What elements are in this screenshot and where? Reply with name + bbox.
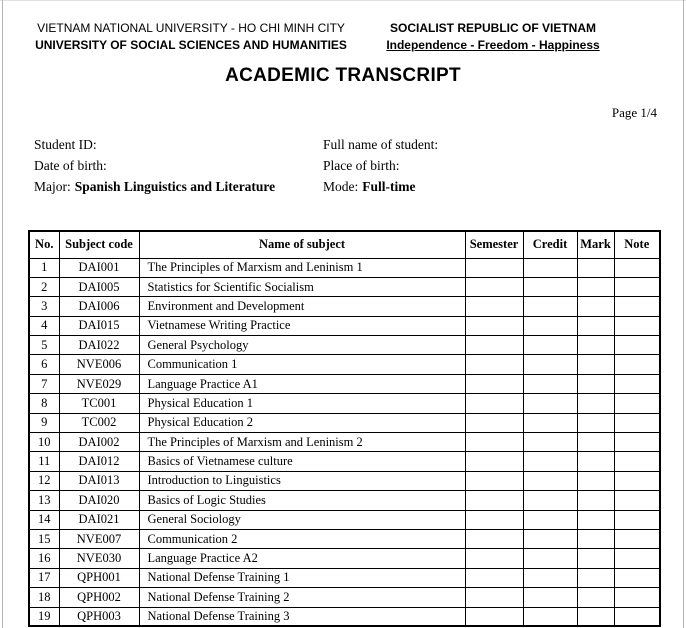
place-of-birth-label: Place of birth: bbox=[323, 157, 400, 173]
major-value: Spanish Linguistics and Literature bbox=[74, 178, 276, 194]
cell-mark bbox=[577, 258, 614, 277]
cell-semester bbox=[465, 394, 523, 413]
table-row bbox=[29, 374, 660, 393]
student-info-left bbox=[34, 135, 275, 197]
mode-label: Mode: bbox=[323, 178, 359, 194]
cell-note bbox=[614, 588, 660, 607]
cell-no: 15 bbox=[29, 529, 59, 548]
cell-credit bbox=[523, 510, 577, 529]
cell-subject-name: Statistics for Scientific Socialism bbox=[139, 277, 465, 296]
cell-credit bbox=[523, 433, 577, 452]
cell-subject-name: General Sociology bbox=[139, 510, 465, 529]
cell-no: 7 bbox=[29, 374, 59, 393]
cell-note bbox=[614, 568, 660, 587]
cell-credit bbox=[523, 297, 577, 316]
cell-credit bbox=[523, 316, 577, 335]
cell-note bbox=[614, 549, 660, 568]
cell-subject-name: Introduction to Linguistics bbox=[139, 471, 465, 490]
cell-no: 11 bbox=[29, 452, 59, 471]
cell-subject-name: National Defense Training 1 bbox=[139, 568, 465, 587]
page-edge-right bbox=[683, 0, 684, 628]
cell-mark bbox=[577, 452, 614, 471]
cell-no: 16 bbox=[29, 549, 59, 568]
table-row bbox=[29, 355, 660, 374]
column-header-credit: Credit bbox=[523, 231, 577, 258]
cell-no: 1 bbox=[29, 258, 59, 277]
table-row bbox=[29, 277, 660, 296]
table-row bbox=[29, 433, 660, 452]
cell-credit bbox=[523, 529, 577, 548]
major-label: Major: bbox=[34, 178, 71, 194]
cell-semester bbox=[465, 452, 523, 471]
cell-semester bbox=[465, 510, 523, 529]
column-header-semester: Semester bbox=[465, 231, 523, 258]
cell-mark bbox=[577, 316, 614, 335]
cell-no: 5 bbox=[29, 336, 59, 355]
cell-note bbox=[614, 452, 660, 471]
cell-no: 10 bbox=[29, 433, 59, 452]
cell-semester bbox=[465, 491, 523, 510]
cell-subject-name: Environment and Development bbox=[139, 297, 465, 316]
cell-credit bbox=[523, 355, 577, 374]
cell-mark bbox=[577, 433, 614, 452]
cell-credit bbox=[523, 277, 577, 296]
cell-mark bbox=[577, 607, 614, 626]
cell-mark bbox=[577, 355, 614, 374]
cell-mark bbox=[577, 491, 614, 510]
cell-note bbox=[614, 607, 660, 626]
cell-no: 4 bbox=[29, 316, 59, 335]
table-row bbox=[29, 394, 660, 413]
table-row bbox=[29, 510, 660, 529]
cell-credit bbox=[523, 258, 577, 277]
cell-note bbox=[614, 491, 660, 510]
cell-credit bbox=[523, 336, 577, 355]
cell-subject-name: Language Practice A1 bbox=[139, 374, 465, 393]
cell-subject-code: NVE029 bbox=[59, 374, 139, 393]
cell-credit bbox=[523, 374, 577, 393]
full-name-line bbox=[323, 135, 438, 156]
student-id-line bbox=[34, 135, 275, 156]
mode-value: Full-time bbox=[362, 178, 416, 194]
cell-note bbox=[614, 471, 660, 490]
cell-mark bbox=[577, 413, 614, 432]
cell-note bbox=[614, 374, 660, 393]
cell-subject-code: DAI001 bbox=[59, 258, 139, 277]
table-row bbox=[29, 471, 660, 490]
cell-semester bbox=[465, 588, 523, 607]
cell-no: 8 bbox=[29, 394, 59, 413]
cell-subject-code: DAI006 bbox=[59, 297, 139, 316]
cell-semester bbox=[465, 277, 523, 296]
cell-subject-code: DAI013 bbox=[59, 471, 139, 490]
cell-subject-code: NVE007 bbox=[59, 529, 139, 548]
transcript-table-body bbox=[29, 258, 660, 626]
cell-no: 6 bbox=[29, 355, 59, 374]
cell-mark bbox=[577, 529, 614, 548]
cell-semester bbox=[465, 413, 523, 432]
cell-mark bbox=[577, 510, 614, 529]
letterhead-university bbox=[34, 20, 348, 54]
cell-note bbox=[614, 336, 660, 355]
column-header-no: No. bbox=[29, 231, 59, 258]
cell-credit bbox=[523, 568, 577, 587]
cell-semester bbox=[465, 297, 523, 316]
cell-subject-name: National Defense Training 2 bbox=[139, 588, 465, 607]
university-parent-name: VIETNAM NATIONAL UNIVERSITY - HO CHI MINH CITY bbox=[37, 21, 345, 35]
cell-credit bbox=[523, 549, 577, 568]
cell-note bbox=[614, 529, 660, 548]
cell-subject-name: Language Practice A2 bbox=[139, 549, 465, 568]
column-header-subject-code: Subject code bbox=[59, 231, 139, 258]
cell-semester bbox=[465, 471, 523, 490]
cell-subject-name: Physical Education 2 bbox=[139, 413, 465, 432]
cell-mark bbox=[577, 297, 614, 316]
cell-credit bbox=[523, 394, 577, 413]
cell-semester bbox=[465, 568, 523, 587]
cell-mark bbox=[577, 549, 614, 568]
cell-subject-code: NVE030 bbox=[59, 549, 139, 568]
cell-semester bbox=[465, 374, 523, 393]
transcript-table-header-row bbox=[29, 231, 660, 258]
cell-subject-code: DAI005 bbox=[59, 277, 139, 296]
cell-credit bbox=[523, 491, 577, 510]
place-of-birth-line bbox=[323, 156, 438, 177]
cell-mark bbox=[577, 471, 614, 490]
cell-subject-name: General Psychology bbox=[139, 336, 465, 355]
cell-credit bbox=[523, 607, 577, 626]
cell-semester bbox=[465, 316, 523, 335]
cell-semester bbox=[465, 607, 523, 626]
cell-note bbox=[614, 355, 660, 374]
page-edge-top bbox=[0, 0, 686, 1]
cell-subject-name: Communication 1 bbox=[139, 355, 465, 374]
cell-mark bbox=[577, 336, 614, 355]
cell-note bbox=[614, 297, 660, 316]
table-row bbox=[29, 413, 660, 432]
cell-subject-name: Physical Education 1 bbox=[139, 394, 465, 413]
cell-note bbox=[614, 433, 660, 452]
cell-semester bbox=[465, 529, 523, 548]
cell-mark bbox=[577, 588, 614, 607]
cell-mark bbox=[577, 394, 614, 413]
page-number: Page 1/4 bbox=[611, 105, 657, 120]
cell-subject-code: TC002 bbox=[59, 413, 139, 432]
cell-no: 3 bbox=[29, 297, 59, 316]
cell-subject-code: DAI022 bbox=[59, 336, 139, 355]
cell-note bbox=[614, 316, 660, 335]
mode-line bbox=[323, 177, 438, 198]
cell-subject-name: Basics of Vietnamese culture bbox=[139, 452, 465, 471]
page-edge-left bbox=[2, 0, 3, 628]
cell-subject-name: Basics of Logic Studies bbox=[139, 491, 465, 510]
table-row bbox=[29, 297, 660, 316]
cell-no: 12 bbox=[29, 471, 59, 490]
cell-note bbox=[614, 510, 660, 529]
column-header-name-of-subject: Name of subject bbox=[139, 231, 465, 258]
student-info-right bbox=[323, 135, 438, 197]
cell-subject-name: Vietnamese Writing Practice bbox=[139, 316, 465, 335]
cell-subject-code: DAI015 bbox=[59, 316, 139, 335]
cell-semester bbox=[465, 258, 523, 277]
cell-subject-code: TC001 bbox=[59, 394, 139, 413]
full-name-label: Full name of student: bbox=[323, 137, 439, 152]
table-row bbox=[29, 568, 660, 587]
cell-subject-name: Communication 2 bbox=[139, 529, 465, 548]
table-row bbox=[29, 452, 660, 471]
date-of-birth-line bbox=[34, 156, 275, 177]
table-row bbox=[29, 258, 660, 277]
page-title: ACADEMIC TRANSCRIPT bbox=[225, 65, 461, 86]
cell-subject-name: National Defense Training 3 bbox=[139, 607, 465, 626]
cell-subject-code: NVE006 bbox=[59, 355, 139, 374]
date-of-birth-label: Date of birth: bbox=[34, 157, 107, 173]
cell-no: 9 bbox=[29, 413, 59, 432]
cell-credit bbox=[523, 471, 577, 490]
cell-mark bbox=[577, 277, 614, 296]
table-row bbox=[29, 588, 660, 607]
cell-note bbox=[614, 277, 660, 296]
cell-subject-code: DAI020 bbox=[59, 491, 139, 510]
cell-credit bbox=[523, 452, 577, 471]
column-header-note: Note bbox=[614, 231, 660, 258]
cell-subject-code: DAI002 bbox=[59, 433, 139, 452]
cell-subject-name: The Principles of Marxism and Leninism 2 bbox=[139, 433, 465, 452]
cell-semester bbox=[465, 355, 523, 374]
cell-note bbox=[614, 258, 660, 277]
cell-subject-name: The Principles of Marxism and Leninism 1 bbox=[139, 258, 465, 277]
student-id-label: Student ID: bbox=[34, 137, 97, 152]
table-row bbox=[29, 316, 660, 335]
cell-credit bbox=[523, 413, 577, 432]
cell-no: 2 bbox=[29, 277, 59, 296]
republic-title: SOCIALIST REPUBLIC OF VIETNAM bbox=[389, 21, 596, 35]
university-name: UNIVERSITY OF SOCIAL SCIENCES AND HUMANITIES bbox=[35, 38, 347, 52]
cell-mark bbox=[577, 374, 614, 393]
cell-no: 17 bbox=[29, 568, 59, 587]
cell-credit bbox=[523, 588, 577, 607]
cell-semester bbox=[465, 549, 523, 568]
transcript-table bbox=[28, 230, 661, 627]
letterhead-national-motto bbox=[380, 20, 606, 54]
cell-no: 18 bbox=[29, 588, 59, 607]
table-row bbox=[29, 529, 660, 548]
cell-subject-code: QPH001 bbox=[59, 568, 139, 587]
table-row bbox=[29, 607, 660, 626]
cell-subject-code: QPH002 bbox=[59, 588, 139, 607]
cell-note bbox=[614, 413, 660, 432]
cell-note bbox=[614, 394, 660, 413]
table-row bbox=[29, 336, 660, 355]
cell-subject-code: DAI021 bbox=[59, 510, 139, 529]
column-header-mark: Mark bbox=[577, 231, 614, 258]
cell-subject-code: DAI012 bbox=[59, 452, 139, 471]
cell-subject-code: QPH003 bbox=[59, 607, 139, 626]
cell-mark bbox=[577, 568, 614, 587]
cell-no: 19 bbox=[29, 607, 59, 626]
cell-semester bbox=[465, 433, 523, 452]
motto-text: Independence - Freedom - Happiness bbox=[386, 38, 600, 52]
cell-semester bbox=[465, 336, 523, 355]
table-row bbox=[29, 491, 660, 510]
cell-no: 13 bbox=[29, 491, 59, 510]
cell-no: 14 bbox=[29, 510, 59, 529]
major-line bbox=[34, 177, 275, 198]
table-row bbox=[29, 549, 660, 568]
